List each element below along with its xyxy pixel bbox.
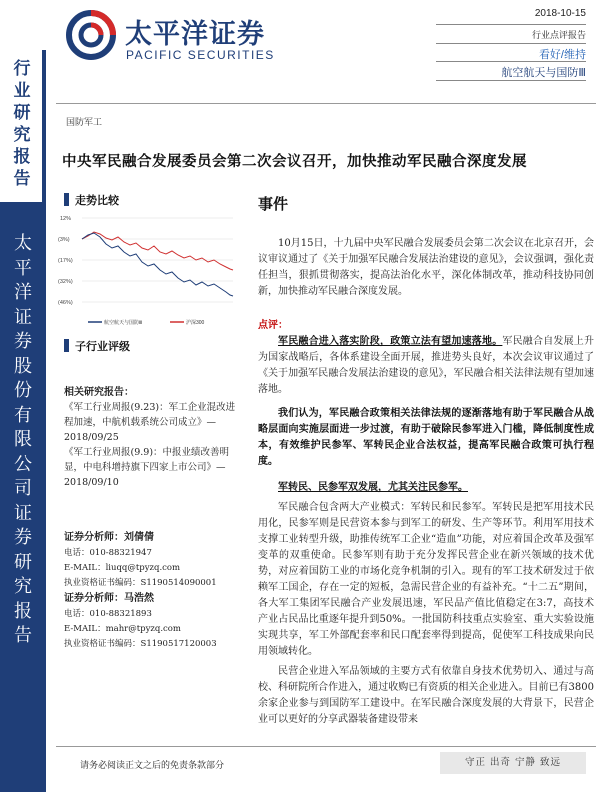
y-tick: (32%): [58, 279, 73, 285]
rating: 看好/维持: [436, 43, 586, 61]
legend-series-1: 航空航天与国防Ⅲ: [104, 320, 143, 326]
footer-slogan: 守正 出奇 宁静 致远: [440, 752, 586, 774]
comment-heading: 点评：: [258, 320, 288, 331]
comment-p5: 民营企业进入军品领域的主要方式有依靠自身技术优势切入、通过与高校、科研院所合作进入，通过收购已有资质的相关企业进入。目前已有3800余家企业参与到国防军工建设中。在军民融合深度发展的大背景下，民营企业可以更好的分享武器装备建设带来: [258, 666, 594, 725]
comment-p1-title: 军民融合进入落实阶段，政策立法有望加速落地。: [278, 336, 503, 347]
sidebar-category-label: 行业研究报告: [13, 59, 31, 189]
analyst-license: 执业资格证书编码：S1190517120003: [64, 639, 217, 649]
sidebar-company-block: [0, 202, 46, 792]
analyst-block: [64, 530, 239, 652]
comment-p3-title: 军转民、民参军双发展，尤其关注民参军。: [278, 482, 468, 493]
related-report-item[interactable]: 《军工行业周报(9.23)：军工企业混改进程加速，中航机载系统公司成立》—2018/09/25: [64, 402, 236, 443]
analyst-label: 证券分析师：: [64, 593, 124, 604]
analyst-label: 证券分析师：: [64, 532, 124, 543]
footer-disclaimer-note: 请务必阅读正文之后的免责条款部分: [80, 761, 225, 771]
analyst-email[interactable]: E-MAIL：mahr@tpyzq.com: [64, 624, 181, 634]
brand-name-en: PACIFIC SECURITIES: [126, 48, 275, 62]
header-divider: [56, 103, 596, 104]
event-paragraph: 10月15日，十九届中央军民融合发展委员会第二次会议在北京召开，会议审议通过了《关于加强军民融合发展法治建设的意见》，会议强调，强化责任担当，狠抓贯彻落实，提高法治化水平，深化体制改革，推动科技协同创新，加快推动军民融合深度发展。: [258, 238, 594, 297]
analyst-name: 刘倩倩: [124, 532, 154, 543]
related-report-item[interactable]: 《军工行业周报(9.9)：中报业绩改善明显，中电科增持旗下四家上市公司》—2018/09/10: [64, 447, 230, 488]
comment-p4: 军民融合包含两大产业模式：军转民和民参军。军转民是把军用技术民用化，民参军则是民营资本参与到军工的研发、生产等环节。利用军用技术支撑工业转型升级，助推传统军工企业“造血”功能，对应着国企改革及强军变革的双重使命。民参军则有助于充分发挥民营企业在新兴领域的技术优势，对应着国防工业的市场化竞争机制的引入。现有的军工技术研发过于依赖军工国企，存在一定的短板，急需民营企业的有益补充。“十二五”期间，各大军工集团军民融合产业发展迅速，军民品产值比值稳定在3:7，高技术产业占民品比重逐年提升到50%。一批国防科技重点实验室、重大实验设施实现共享，军工外部配套率和民口配套率得到提高，促使军工科技成果向民用领域转化。: [258, 502, 594, 657]
comment-section: [258, 318, 594, 728]
analyst-phone: 电话：010-88321947: [64, 548, 152, 558]
breadcrumb: 国防军工: [66, 118, 103, 128]
analyst-name: 马浩然: [124, 593, 154, 604]
brand-name-cn: 太平洋证券: [125, 19, 265, 50]
trend-chart: [58, 212, 240, 330]
related-reports: [64, 385, 239, 490]
section-marker-icon: [64, 339, 69, 352]
section-marker-icon: [64, 193, 69, 206]
y-tick: (3%): [58, 237, 70, 243]
analyst-email[interactable]: E-MAIL：liuqq@tpyzq.com: [64, 563, 181, 573]
report-type: 行业点评报告: [436, 24, 586, 43]
comment-p2: 我们认为，军民融合政策相关法律法规的逐渐落地有助于军民融合从战略层面向实施层面进一步过渡，有助于破除民参军进入门槛，降低制度性成本，有效维护民参军、军转民企业合法权益，提高军民融合政策可执行程度。: [258, 408, 594, 467]
trend-heading: 走势比较: [64, 192, 119, 208]
pacific-securities-logo-icon: [66, 10, 116, 60]
report-date: 2018-10-15: [534, 8, 586, 19]
footer-divider: [56, 746, 596, 747]
sidebar-category-block: [0, 50, 46, 202]
sidebar: [0, 50, 46, 792]
y-tick: 12%: [60, 216, 72, 222]
sub-rating-heading: 子行业评级: [64, 338, 130, 354]
report-meta: [436, 2, 586, 81]
page-title: 中央军民融合发展委员会第二次会议召开，加快推动军民融合深度发展: [62, 153, 527, 170]
analyst-phone: 电话：010-88321893: [64, 609, 152, 619]
series-aerospace-line: [82, 233, 233, 296]
related-reports-heading: 相关研究报告：: [64, 387, 134, 398]
sector: 航空航天与国防Ⅲ: [436, 61, 586, 81]
sidebar-company-label: 太平洋证券股份有限公司证券研究报告: [14, 233, 32, 646]
analyst-license: 执业资格证书编码：S1190514090001: [64, 578, 217, 588]
series-hs300-line: [82, 232, 233, 270]
comment-p1-body: 军民融合自发展上升为国家战略后，各体系建设全面开展，推进势头良好，本次会议审议通过了《关于加强军民融合发展法治建设的意见》，军民融合相关法律法规有望加速落地。: [258, 336, 595, 395]
event-heading: 事件: [258, 195, 289, 213]
legend-series-2: 沪深300: [186, 320, 205, 326]
y-tick: (17%): [58, 258, 73, 264]
y-tick: (46%): [58, 300, 73, 306]
